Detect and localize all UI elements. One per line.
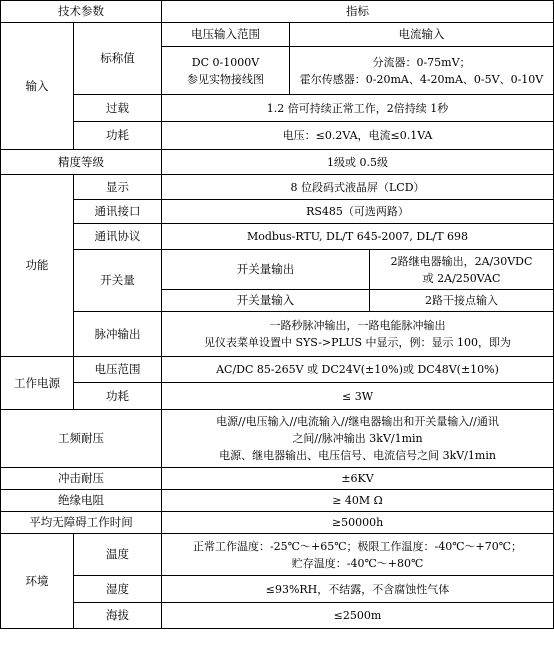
- mtbf-row: [1, 512, 554, 534]
- pulse-line1: 一路秒脉冲输出，一路电能脉冲输出: [269, 319, 446, 332]
- withstand-line3: 电源、继电器输出、电压信号、电流信号之间 3kV/1min: [219, 449, 496, 462]
- mtbf-value: ≥50000h: [162, 512, 554, 534]
- current-input-header: 电流输入: [290, 23, 554, 47]
- pulse-line2: 见仪表菜单设置中 SYS->PLUS 中显示，例：显示 100，即为: [203, 336, 512, 349]
- temperature-value: [162, 534, 554, 576]
- impulse-label: 冲击耐压: [1, 468, 162, 490]
- supply-range-value: AC/DC 85-265V 或 DC24V(±10%)或 DC48V(±10%): [162, 357, 554, 383]
- input-power-label: 功耗: [74, 122, 162, 150]
- supply-power-row: [1, 383, 554, 410]
- environment-label: 环境: [1, 534, 74, 629]
- current-input-value: [290, 47, 554, 95]
- pulse-row: [1, 312, 554, 357]
- voltage-range-header: 电压输入范围: [162, 23, 290, 47]
- input-rated-header-row: [1, 23, 554, 47]
- input-label: 输入: [1, 23, 74, 150]
- accuracy-label: 精度等级: [1, 150, 162, 175]
- display-value: 8 位段码式液晶屏（LCD）: [162, 175, 554, 200]
- accuracy-row: [1, 150, 554, 175]
- switch-label: 开关量: [74, 250, 162, 312]
- switch-input-label: 开关量输入: [162, 290, 370, 312]
- withstand-row: [1, 410, 554, 468]
- altitude-label: 海拔: [74, 603, 162, 629]
- withstand-value: [162, 410, 554, 468]
- input-power-value: 电压：≤0.2VA，电流≤0.1VA: [162, 122, 554, 150]
- temperature-line2: 贮存温度：-40℃～+80℃: [291, 556, 424, 570]
- switch-output-line1: 2路继电器输出，2A/30VDC: [390, 254, 533, 268]
- current-input-line1: 分流器：0-75mV；: [372, 55, 471, 69]
- withstand-line1: 电源//电压输入//电流输入//继电器输出和开关量输入//通讯: [216, 415, 499, 428]
- pulse-value: [162, 312, 554, 357]
- switch-output-value: [370, 250, 554, 290]
- mtbf-label: 平均无障碍工作时间: [1, 512, 162, 534]
- comm-protocol-value: Modbus-RTU, DL/T 645-2007, DL/T 698: [162, 224, 554, 250]
- rated-label: 标称值: [74, 23, 162, 95]
- comm-protocol-row: [1, 224, 554, 250]
- impulse-row: [1, 468, 554, 490]
- temperature-label: 温度: [74, 534, 162, 576]
- current-input-line2: 霍尔传感器：0-20mA、4-20mA、0-5V、0-10V: [299, 72, 544, 86]
- switch-input-value: 2路干接点输入: [370, 290, 554, 312]
- temperature-line1: 正常工作温度：-25℃～+65℃；极限工作温度：-40℃～+70℃；: [192, 539, 523, 553]
- humidity-value: ≤93%RH，不结露，不含腐蚀性气体: [162, 576, 554, 603]
- accuracy-value: 1级或 0.5级: [162, 150, 554, 175]
- function-label: 功能: [1, 175, 74, 357]
- supply-label: 工作电源: [1, 357, 74, 410]
- display-label: 显示: [74, 175, 162, 200]
- humidity-label: 湿度: [74, 576, 162, 603]
- supply-range-label: 电压范围: [74, 357, 162, 383]
- overload-row: [1, 95, 554, 122]
- comm-port-label: 通讯接口: [74, 200, 162, 224]
- insulation-row: [1, 490, 554, 512]
- display-row: [1, 175, 554, 200]
- supply-power-value: ≤ 3W: [162, 383, 554, 410]
- altitude-row: [1, 603, 554, 629]
- supply-range-row: [1, 357, 554, 383]
- impulse-value: ±6KV: [162, 468, 554, 490]
- insulation-value: ≥ 40M Ω: [162, 490, 554, 512]
- switch-output-label: 开关量输出: [162, 250, 370, 290]
- voltage-range-line2: 参见实物接线图: [187, 72, 264, 86]
- withstand-line2: 之间//脉冲输出 3kV/1min: [292, 432, 423, 445]
- voltage-range-value: [162, 47, 290, 95]
- switch-output-line2: 或 2A/250VAC: [422, 271, 501, 285]
- header-spec: 指标: [162, 1, 554, 23]
- withstand-label: 工频耐压: [1, 410, 162, 468]
- comm-protocol-label: 通讯协议: [74, 224, 162, 250]
- insulation-label: 绝缘电阻: [1, 490, 162, 512]
- comm-port-row: [1, 200, 554, 224]
- switch-output-row: [1, 250, 554, 290]
- humidity-row: [1, 576, 554, 603]
- voltage-range-line1: DC 0-1000V: [191, 55, 260, 69]
- overload-label: 过载: [74, 95, 162, 122]
- pulse-label: 脉冲输出: [74, 312, 162, 357]
- comm-port-value: RS485（可选两路）: [162, 200, 554, 224]
- supply-power-label: 功耗: [74, 383, 162, 410]
- input-power-row: [1, 122, 554, 150]
- header-row: [1, 1, 554, 23]
- altitude-value: ≤2500m: [162, 603, 554, 629]
- overload-value: 1.2 倍可持续正常工作，2倍持续 1秒: [162, 95, 554, 122]
- header-param: 技术参数: [1, 1, 162, 23]
- temperature-row: [1, 534, 554, 576]
